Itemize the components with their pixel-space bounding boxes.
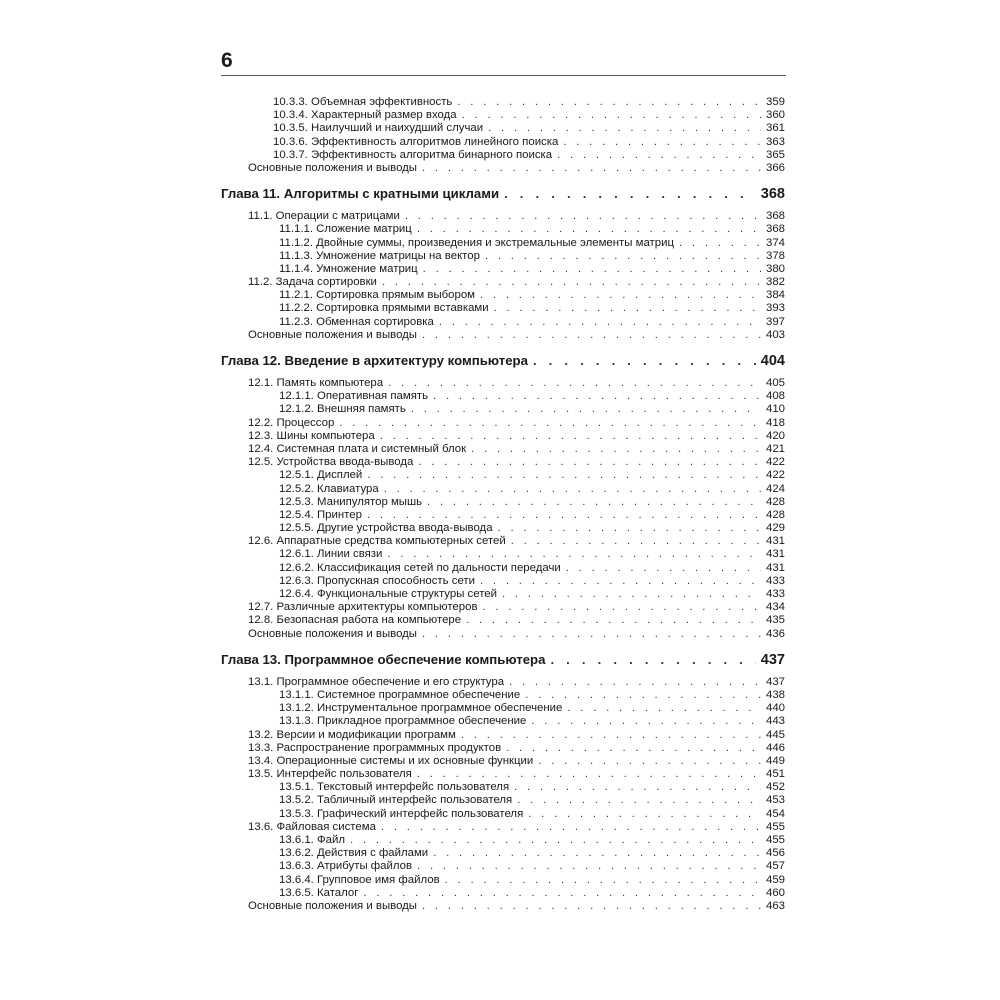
- toc-entry-title: 12.6.1. Линии связи: [279, 548, 383, 561]
- dot-leader: [567, 702, 761, 715]
- dot-leader: [509, 676, 761, 689]
- dot-leader: [411, 403, 761, 416]
- toc-entry-title: 12.1. Память компьютера: [248, 377, 384, 389]
- dot-leader: [466, 614, 761, 627]
- toc-entry-title: 10.3.6. Эффективность алгоритмов линейного поиска: [273, 135, 559, 148]
- toc-entry-title: 12.5. Устройства ввода-вывода: [248, 456, 414, 469]
- toc-entry-title: 12.6.4. Функциональные структуры сетей: [279, 588, 497, 600]
- toc-entry-title: 12.5.3. Манипулятор мышь: [279, 495, 423, 508]
- toc-entry-page: 361: [765, 122, 785, 135]
- toc-entry: [248, 821, 785, 834]
- toc-entry-title: Глава 11. Алгоритмы с кратными циклами: [221, 186, 500, 202]
- toc-entry-page: 428: [765, 508, 785, 521]
- dot-leader: [533, 348, 756, 374]
- toc-entry-title: 13.6.5. Каталог: [279, 886, 359, 899]
- toc-entry: [248, 900, 785, 913]
- dot-leader: [427, 496, 761, 509]
- toc-entry-title: 13.1. Программное обеспечение и его структура: [248, 675, 505, 688]
- dot-leader: [504, 181, 756, 207]
- dot-leader: [433, 390, 761, 403]
- toc-entry-page: 452: [765, 781, 785, 794]
- toc-entry: [279, 548, 785, 561]
- dot-leader: [528, 808, 761, 821]
- toc-entry: [248, 210, 785, 223]
- toc-entry-page: 433: [765, 588, 785, 600]
- toc-entry-title: Основные положения и выводы: [248, 899, 417, 912]
- dot-leader: [488, 122, 761, 135]
- toc-entry-title: 13.1.1. Системное программное обеспечение: [279, 688, 521, 701]
- dot-leader: [422, 329, 761, 342]
- toc-entry-page: 422: [765, 469, 785, 482]
- toc-entry: [273, 136, 785, 149]
- dot-leader: [418, 456, 761, 469]
- toc-entry: [279, 860, 785, 873]
- toc-entry: [248, 276, 785, 289]
- toc-entry: [279, 289, 785, 302]
- toc-chapter-entry: [221, 348, 785, 374]
- toc-entry: [279, 302, 785, 315]
- toc-entry-title: 12.6.2. Классификация сетей по дальности передачи: [279, 561, 561, 574]
- dot-leader: [471, 443, 761, 456]
- dot-leader: [363, 887, 761, 900]
- toc-entry-title: 12.2. Процессор: [248, 416, 335, 429]
- toc-entry-title: 13.5.1. Текстовый интерфейс пользователя: [279, 781, 510, 794]
- toc-entry-page: 359: [765, 96, 785, 108]
- toc-entry-page: 408: [765, 390, 785, 403]
- toc-entry: [248, 628, 785, 641]
- dot-leader: [517, 794, 761, 807]
- toc-entry-title: 12.7. Различные архитектуры компьютеров: [248, 601, 478, 614]
- toc-entry: [248, 755, 785, 768]
- dot-leader: [423, 263, 761, 276]
- dot-leader: [502, 588, 761, 601]
- toc-entry-title: 12.5.2. Клавиатура: [279, 482, 379, 495]
- header-rule: [221, 75, 786, 76]
- toc-entry: [248, 162, 785, 175]
- toc-entry-page: 459: [765, 873, 785, 886]
- dot-leader: [494, 302, 761, 315]
- toc-entry: [279, 562, 785, 575]
- toc-entry-page: 455: [765, 820, 785, 833]
- dot-leader: [566, 562, 761, 575]
- toc-entry-title: 11.1.4. Умножение матриц: [279, 262, 418, 275]
- toc-entry-title: Глава 12. Введение в архитектуру компьютера: [221, 353, 528, 368]
- dot-leader: [382, 276, 761, 289]
- toc-entry-title: 13.6.3. Атрибуты файлов: [279, 860, 413, 873]
- toc-entry: [248, 768, 785, 781]
- toc-entry-page: 456: [765, 847, 785, 860]
- dot-leader: [461, 729, 761, 742]
- toc-entry-page: 363: [765, 135, 785, 148]
- dot-leader: [498, 522, 761, 535]
- toc-entry-title: 13.5.3. Графический интерфейс пользователя: [279, 807, 524, 820]
- toc-entry-title: 11.2. Задача сортировки: [248, 276, 377, 289]
- dot-leader: [405, 210, 761, 223]
- toc-entry-page: 393: [765, 302, 785, 315]
- toc-entry-page: 455: [765, 834, 785, 846]
- toc-entry-page: 440: [765, 702, 785, 715]
- toc-entry: [279, 781, 785, 794]
- toc-entry-page: 360: [765, 109, 785, 122]
- toc-entry-page: 438: [765, 688, 785, 701]
- toc-entry: [279, 702, 785, 715]
- toc-entry-title: Основные положения и выводы: [248, 161, 417, 174]
- toc-entry-title: 12.1.2. Внешняя память: [279, 403, 406, 416]
- dot-leader: [563, 136, 761, 149]
- toc-entry: [248, 417, 785, 430]
- dot-leader: [445, 874, 761, 887]
- toc-entry-page: 429: [765, 522, 785, 535]
- toc-entry: [279, 483, 785, 496]
- toc-entry-page: 435: [765, 614, 785, 627]
- toc-entry: [273, 96, 785, 109]
- toc-entry: [279, 522, 785, 535]
- toc-entry-title: 11.1.2. Двойные суммы, произведения и экстремальные элементы матриц: [279, 236, 674, 249]
- dot-leader: [380, 430, 761, 443]
- dot-leader: [422, 900, 761, 913]
- toc-entry-page: 382: [765, 276, 785, 289]
- toc-entry: [279, 403, 785, 416]
- dot-leader: [384, 483, 761, 496]
- dot-leader: [511, 535, 761, 548]
- toc-entry-title: 11.2.1. Сортировка прямым выбором: [279, 289, 475, 302]
- toc-entry: [248, 676, 785, 689]
- toc-entry-page: 437: [760, 651, 785, 668]
- toc-entry: [279, 847, 785, 860]
- toc-entry-page: 378: [765, 249, 785, 262]
- toc-entry: [279, 715, 785, 728]
- dot-leader: [480, 289, 761, 302]
- toc-entry-title: 11.1. Операции с матрицами: [248, 210, 400, 223]
- toc-entry-title: 13.4. Операционные системы и их основные функции: [248, 754, 534, 767]
- toc-entry-page: 457: [765, 860, 785, 873]
- toc-entry: [279, 263, 785, 276]
- toc-entry-page: 368: [765, 223, 785, 236]
- toc-entry-page: 418: [765, 416, 785, 429]
- toc-entry-title: 13.6.1. Файл: [279, 834, 346, 846]
- dot-leader: [339, 417, 761, 430]
- dot-leader: [367, 469, 761, 482]
- toc-entry-title: 13.2. Версии и модификации программ: [248, 728, 456, 741]
- toc-entry: [279, 689, 785, 702]
- dot-leader: [422, 628, 761, 641]
- toc-entry: [279, 575, 785, 588]
- toc-entry-title: 11.1.1. Сложение матриц: [279, 223, 412, 236]
- dot-leader: [457, 96, 761, 109]
- dot-leader: [538, 755, 761, 768]
- toc-entry-title: 12.5.4. Принтер: [279, 508, 362, 521]
- dot-leader: [433, 847, 761, 860]
- toc-entry-title: 12.4. Системная плата и системный блок: [248, 442, 467, 455]
- toc-entry: [279, 223, 785, 236]
- toc-entry-page: 368: [760, 186, 785, 203]
- toc-entry: [248, 329, 785, 342]
- toc-entry-page: 454: [765, 807, 785, 820]
- dot-leader: [350, 834, 761, 847]
- dot-leader: [557, 149, 761, 162]
- toc-entry: [248, 614, 785, 627]
- toc-entry-page: 424: [765, 482, 785, 495]
- toc-entry-page: 374: [765, 236, 785, 249]
- toc-entry-title: 11.1.3. Умножение матрицы на вектор: [279, 249, 480, 262]
- dot-leader: [506, 742, 761, 755]
- dot-leader: [417, 768, 761, 781]
- toc-entry-title: 11.2.3. Обменная сортировка: [279, 315, 434, 328]
- dot-leader: [550, 647, 755, 673]
- toc-chapter-entry: [221, 181, 785, 207]
- toc-entry-page: 384: [765, 289, 785, 302]
- dot-leader: [679, 237, 761, 250]
- toc-chapter-entry: [221, 647, 785, 673]
- dot-leader: [439, 316, 761, 329]
- toc-entry-title: 10.3.7. Эффективность алгоритма бинарного поиска: [273, 148, 553, 161]
- toc-entry: [279, 588, 785, 601]
- toc-entry-title: 13.6.4. Групповое имя файлов: [279, 873, 440, 886]
- page-number: 6: [221, 49, 233, 72]
- dot-leader: [483, 601, 761, 614]
- toc-entry-page: 410: [765, 403, 785, 416]
- toc-entry: [248, 535, 785, 548]
- toc-entry-page: 460: [765, 886, 785, 899]
- toc-entry: [248, 377, 785, 390]
- toc-entry-page: 431: [765, 548, 785, 561]
- toc-entry-page: 463: [765, 899, 785, 912]
- dot-leader: [387, 548, 761, 561]
- dot-leader: [381, 821, 761, 834]
- toc-entry-page: 420: [765, 429, 785, 442]
- toc-entry: [248, 443, 785, 456]
- toc-entry: [248, 729, 785, 742]
- toc-entry-page: 405: [765, 377, 785, 389]
- toc-entry: [248, 430, 785, 443]
- dot-leader: [514, 781, 761, 794]
- dot-leader: [417, 860, 761, 873]
- toc-entry-title: 10.3.3. Объемная эффективность: [273, 96, 453, 108]
- toc-entry-title: 12.8. Безопасная работа на компьютере: [248, 614, 462, 627]
- toc-entry-title: Основные положения и выводы: [248, 627, 417, 640]
- toc-entry: [279, 250, 785, 263]
- toc-entry: [279, 887, 785, 900]
- toc-entry-title: 13.5. Интерфейс пользователя: [248, 768, 412, 781]
- toc-entry-page: 434: [765, 601, 785, 614]
- toc-entry-title: 12.1.1. Оперативная память: [279, 390, 429, 403]
- toc-entry-page: 433: [765, 574, 785, 587]
- dot-leader: [485, 250, 761, 263]
- dot-leader: [388, 377, 761, 390]
- toc-entry-page: 422: [765, 456, 785, 469]
- toc-entry-title: 10.3.4. Характерный размер входа: [273, 109, 457, 122]
- toc-entry-page: 365: [765, 148, 785, 161]
- toc-entry-page: 449: [765, 754, 785, 767]
- toc-entry: [248, 601, 785, 614]
- toc-entry: [279, 469, 785, 482]
- toc-entry-title: 12.5.5. Другие устройства ввода-вывода: [279, 522, 493, 535]
- toc-entry-title: Глава 13. Программное обеспечение компьютера: [221, 651, 546, 667]
- toc-entry: [273, 122, 785, 135]
- toc-entry: [279, 316, 785, 329]
- toc-entry-title: 12.6. Аппаратные средства компьютерных сетей: [248, 535, 506, 548]
- dot-leader: [422, 162, 761, 175]
- toc-entry: [279, 237, 785, 250]
- toc-entry-page: 431: [765, 561, 785, 574]
- toc-entry-title: 10.3.5. Наилучший и наихудший случаи: [273, 122, 484, 135]
- toc-entry: [273, 149, 785, 162]
- dot-leader: [367, 509, 761, 522]
- toc-entry: [279, 496, 785, 509]
- toc-entry: [279, 874, 785, 887]
- toc-entry-page: 366: [765, 161, 785, 174]
- toc-entry-title: 12.5.1. Дисплей: [279, 469, 363, 482]
- toc-entry-page: 431: [765, 535, 785, 548]
- toc-entry-page: 380: [765, 262, 785, 275]
- dot-leader: [480, 575, 761, 588]
- toc-entry-page: 397: [765, 315, 785, 328]
- toc-entry: [248, 742, 785, 755]
- toc-entry-title: 11.2.2. Сортировка прямыми вставками: [279, 302, 489, 315]
- toc-entry-page: 446: [765, 741, 785, 754]
- toc-entry-title: Основные положения и выводы: [248, 328, 417, 341]
- toc-entry-title: 12.6.3. Пропускная способность сети: [279, 574, 475, 587]
- toc-entry-page: 368: [765, 210, 785, 223]
- toc-entry-title: 13.1.2. Инструментальное программное обеспечение: [279, 702, 563, 715]
- toc-entry-title: 13.6. Файловая система: [248, 820, 376, 833]
- dot-leader: [525, 689, 761, 702]
- table-of-contents: [0, 96, 1000, 913]
- toc-entry-page: 436: [765, 627, 785, 640]
- toc-entry-title: 12.3. Шины компьютера: [248, 429, 375, 442]
- toc-entry-page: 443: [765, 715, 785, 728]
- toc-entry-page: 403: [765, 328, 785, 341]
- toc-entry: [279, 834, 785, 847]
- toc-entry: [248, 456, 785, 469]
- toc-entry-page: 437: [765, 675, 785, 688]
- dot-leader: [462, 109, 761, 122]
- toc-entry: [273, 109, 785, 122]
- toc-entry: [279, 509, 785, 522]
- toc-entry: [279, 808, 785, 821]
- toc-entry-page: 445: [765, 728, 785, 741]
- toc-entry-page: 451: [765, 768, 785, 781]
- toc-entry-title: 13.1.3. Прикладное программное обеспечение: [279, 715, 527, 728]
- toc-entry: [279, 390, 785, 403]
- toc-entry-title: 13.3. Распространение программных продуктов: [248, 741, 502, 754]
- toc-entry-title: 13.6.2. Действия с файлами: [279, 847, 429, 860]
- toc-entry-title: 13.5.2. Табличный интерфейс пользователя: [279, 794, 513, 807]
- toc-entry-page: 428: [765, 495, 785, 508]
- toc-entry-page: 453: [765, 794, 785, 807]
- dot-leader: [531, 715, 761, 728]
- toc-entry-page: 421: [765, 442, 785, 455]
- toc-entry-page: 404: [760, 353, 785, 369]
- toc-entry: [279, 794, 785, 807]
- dot-leader: [417, 223, 761, 236]
